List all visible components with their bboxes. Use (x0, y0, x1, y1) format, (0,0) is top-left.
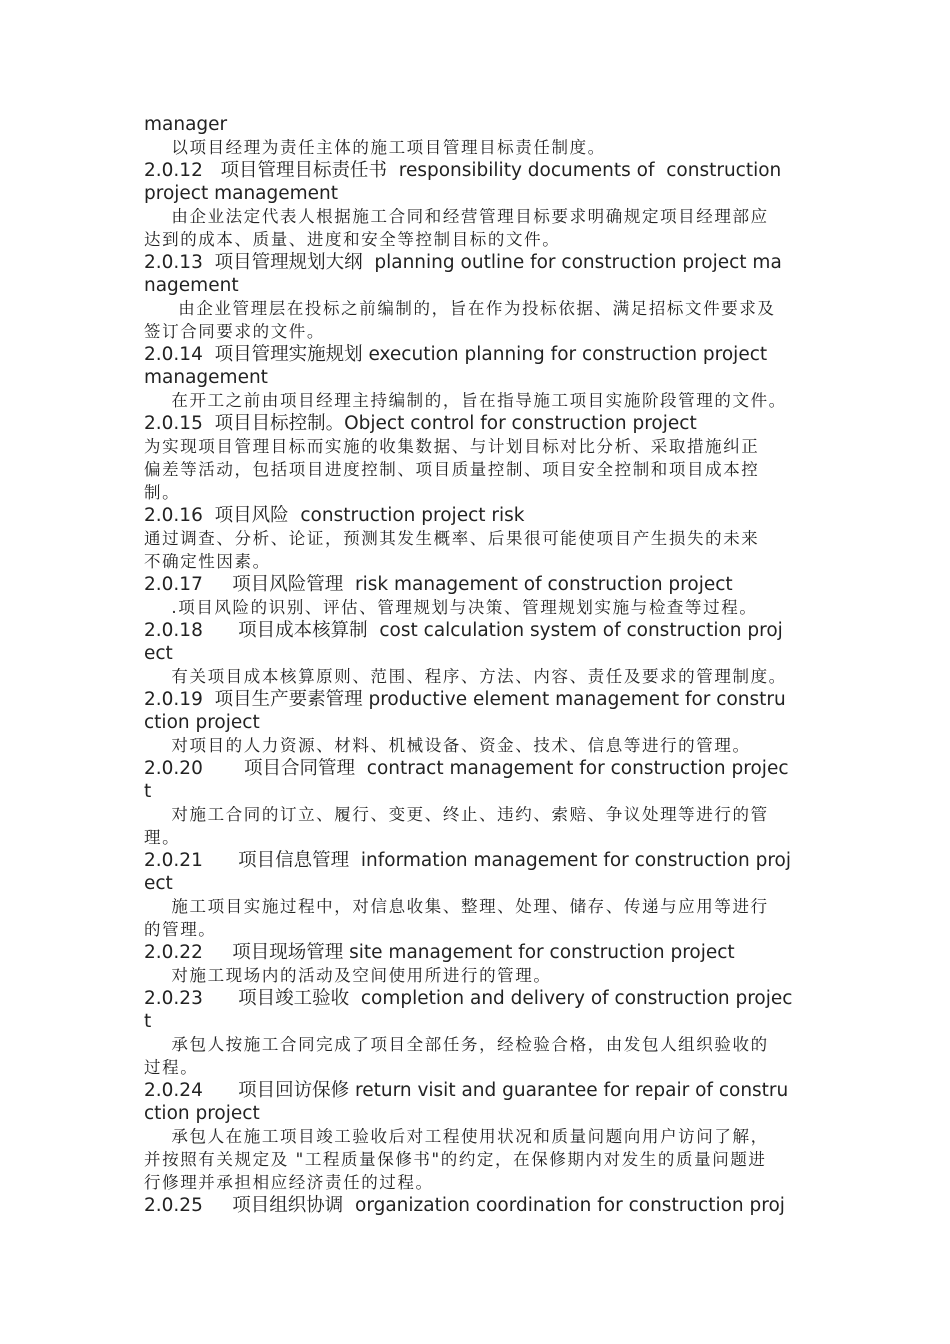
text-line: t (144, 781, 152, 802)
text-line: 签订合同要求的文件。 (144, 322, 325, 341)
text-line: 为实现项目管理目标而实施的收集数据、与计划目标对比分析、采取措施纠正 (144, 437, 760, 456)
text-line: 对施工合同的订立、履行、变更、终止、违约、索赔、争议处理等进行的管 (144, 805, 769, 824)
text-line: 对施工现场内的活动及空间使用所进行的管理。 (144, 966, 552, 985)
text-line: 2.0.13 项目管理规划大纲 planning outline for construction project ma (144, 252, 782, 273)
text-line: nagement (144, 275, 239, 296)
text-line: 2.0.22 项目现场管理 site management for construction project (144, 942, 735, 963)
text-line: 对项目的人力资源、材料、机械设备、资金、技术、信息等进行的管理。 (144, 736, 751, 755)
text-line: 2.0.21 项目信息管理 information management for construction proj (144, 850, 791, 871)
text-line: 通过调查、分析、论证，预测其发生概率、后果很可能使项目产生损失的未来 (144, 529, 760, 548)
text-line: 2.0.17 项目风险管理 risk management of construction project (144, 574, 733, 595)
text-line: 承包人按施工合同完成了项目全部任务，经检验合格，由发包人组织验收的 (144, 1035, 769, 1054)
text-line: 2.0.24 项目回访保修 return visit and guarantee for repair of constru (144, 1080, 789, 1101)
text-line: .项目风险的识别、评估、管理规划与决策、管理规划实施与检查等过程。 (144, 598, 758, 617)
text-line: 理。 (144, 828, 181, 847)
text-line: t (144, 1011, 152, 1032)
text-line: 2.0.19 项目生产要素管理 productive element management for constru (144, 689, 786, 710)
text-line: management (144, 367, 268, 388)
text-line: 由企业法定代表人根据施工合同和经营管理目标要求明确规定项目经理部应 (144, 207, 769, 226)
text-line: ect (144, 873, 173, 894)
text-line: ction project (144, 712, 260, 733)
text-line: project management (144, 183, 339, 204)
text-line: 不确定性因素。 (144, 552, 271, 571)
text-line: 以项目经理为责任主体的施工项目管理目标责任制度。 (144, 138, 606, 157)
text-line: 2.0.18 项目成本核算制 cost calculation system of construction proj (144, 620, 783, 641)
text-line: 偏差等活动，包括项目进度控制、项目质量控制、项目安全控制和项目成本控 (144, 460, 760, 479)
text-line: 并按照有关规定及 "工程质量保修书"的约定，在保修期内对发生的质量问题进 (144, 1150, 767, 1169)
text-line: 制。 (144, 483, 181, 502)
text-line: 2.0.12 项目管理目标责任书 responsibility documents of construction (144, 160, 782, 181)
text-line: 承包人在施工项目竣工验收后对工程使用状况和质量问题向用户访问了解， (144, 1127, 769, 1146)
text-line: 在开工之前由项目经理主持编制的，旨在指导施工项目实施阶段管理的文件。 (144, 391, 787, 410)
text-line: ect (144, 643, 173, 664)
text-line: 2.0.25 项目组织协调 organization coordination for construction proj (144, 1195, 785, 1216)
text-line: 行修理并承担相应经济责任的过程。 (144, 1173, 434, 1192)
text-line: 2.0.16 项目风险 construction project risk (144, 505, 525, 526)
text-line: 有关项目成本核算原则、范围、程序、方法、内容、责任及要求的管理制度。 (144, 667, 787, 686)
text-line: 达到的成本、质量、进度和安全等控制目标的文件。 (144, 230, 561, 249)
text-line: ction project (144, 1103, 260, 1124)
text-line: 由企业管理层在投标之前编制的，旨在作为投标依据、满足招标文件要求及 (144, 299, 776, 318)
text-line: 的管理。 (144, 920, 217, 939)
text-line: 施工项目实施过程中，对信息收集、整理、处理、储存、传递与应用等进行 (144, 897, 769, 916)
text-line: 2.0.23 项目竣工验收 completion and delivery of construction projec (144, 988, 793, 1009)
text-line: manager (144, 114, 228, 135)
text-line: 2.0.14 项目管理实施规划 execution planning for construction project (144, 344, 768, 365)
text-line: 过程。 (144, 1058, 199, 1077)
text-line: 2.0.15 项目目标控制。Object control for construction project (144, 413, 697, 434)
text-line: 2.0.20 项目合同管理 contract management for construction projec (144, 758, 789, 779)
